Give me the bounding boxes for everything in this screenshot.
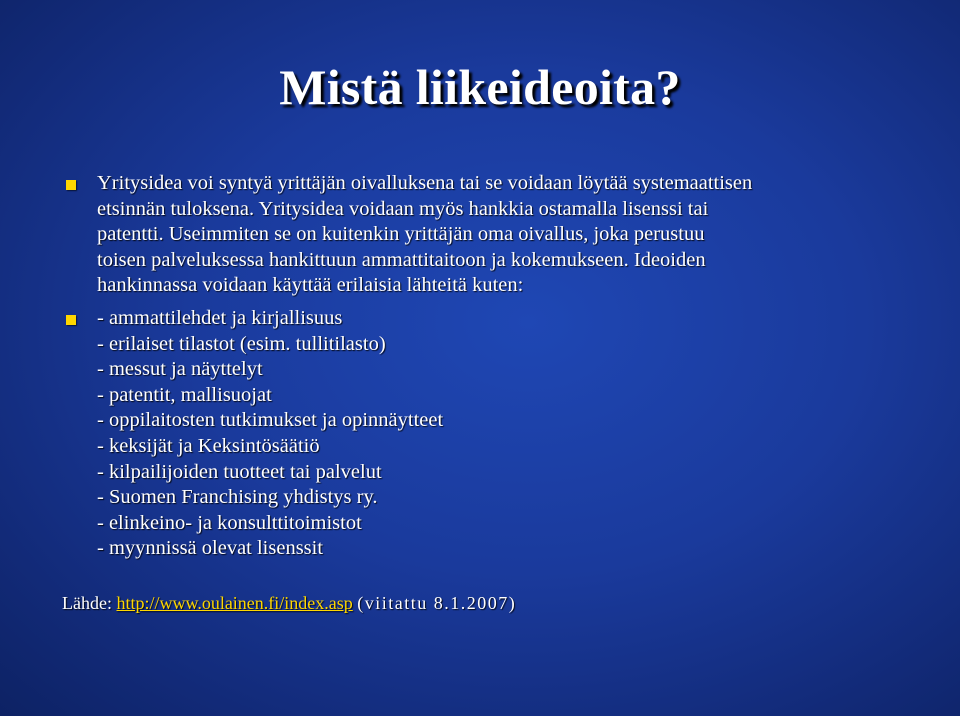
list-item: - elinkeino- ja konsulttitoimistot bbox=[97, 511, 362, 534]
list-item: - myynnissä olevat lisenssit bbox=[97, 537, 324, 560]
slide-title: Mistä liikeideoita? bbox=[279, 59, 681, 115]
source-link[interactable]: http://www.oulainen.fi/index.asp bbox=[116, 593, 353, 613]
list-item: - Suomen Franchising yhdistys ry. bbox=[97, 486, 378, 509]
list-item: - ammattilehdet ja kirjallisuus bbox=[97, 307, 343, 329]
source-label: Lähde: bbox=[62, 593, 112, 613]
square-bullet-icon bbox=[66, 180, 76, 190]
list-item: - oppilaitosten tutkimukset ja opinnäytteet bbox=[97, 409, 444, 432]
source-citation bbox=[62, 593, 516, 614]
list-item: - kilpailijoiden tuotteet tai palvelut bbox=[97, 460, 382, 483]
paragraph-line: Yritysidea voi syntyä yrittäjän oivalluksena tai se voidaan löytää systemaattisen bbox=[97, 172, 753, 194]
list-item: - keksijät ja Keksintösäätiö bbox=[97, 434, 320, 457]
intro-paragraph bbox=[97, 171, 917, 299]
sources-list bbox=[97, 306, 917, 562]
square-bullet-icon bbox=[66, 315, 76, 325]
paragraph-line: hankinnassa voidaan käyttää erilaisia lähteitä kuten: bbox=[97, 274, 524, 297]
accessed-date: (viitattu 8.1.2007) bbox=[357, 593, 517, 613]
paragraph-line: toisen palveluksessa hankittuun ammattitaitoon ja kokemukseen. Ideoiden bbox=[97, 248, 706, 271]
paragraph-line: etsinnän tuloksena. Yritysidea voidaan myös hankkia ostamalla lisenssi tai bbox=[97, 197, 709, 220]
list-item: - erilaiset tilastot (esim. tullitilasto) bbox=[97, 332, 386, 355]
paragraph-line: patentti. Useimmiten se on kuitenkin yrittäjän oma oivallus, joka perustuu bbox=[97, 223, 705, 246]
list-item: - messut ja näyttelyt bbox=[97, 358, 263, 381]
list-item: - patentit, mallisuojat bbox=[97, 383, 272, 406]
